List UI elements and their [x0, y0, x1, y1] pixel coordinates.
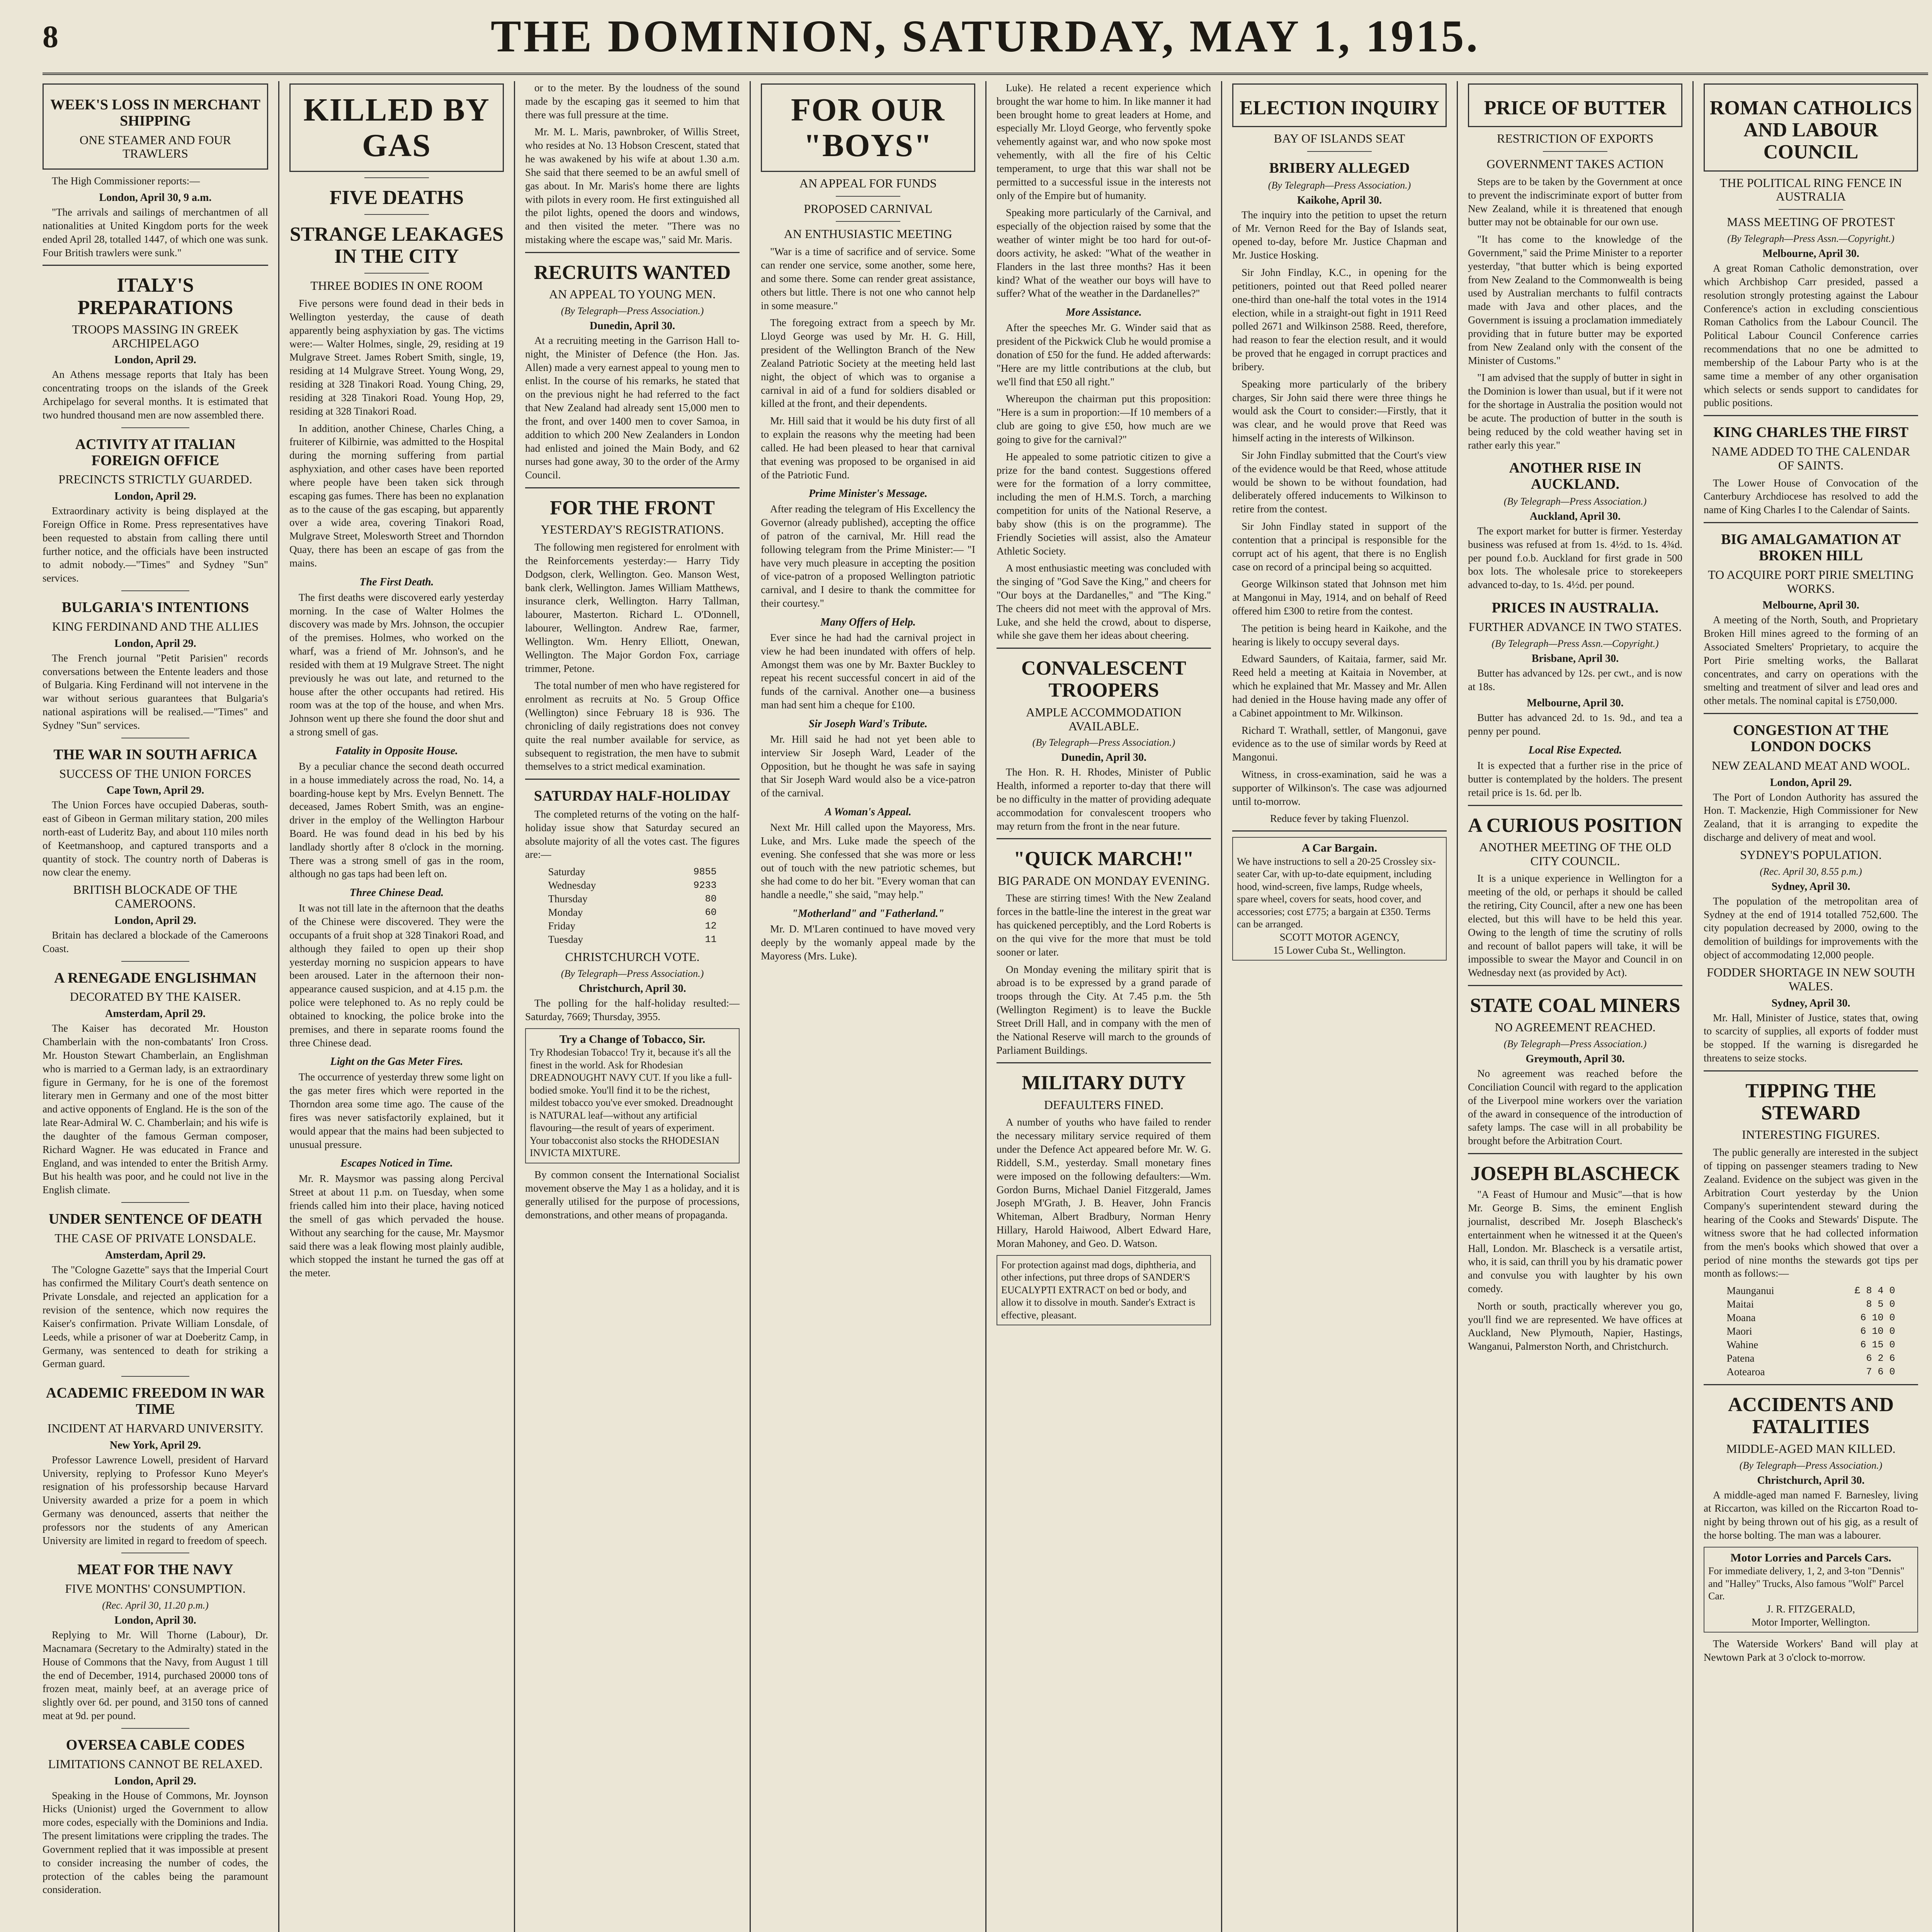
- subheadline: LIMITATIONS CANNOT BE RELAXED.: [48, 1757, 263, 1771]
- table-row: [1725, 1352, 1897, 1365]
- ad-text: Try Rhodesian Tobacco! Try it, because it's all the finest in the world. Ask for Rhodesian DREADNOUGHT NAVY CUT. If you like a full-bodied smoke. You'll find it to be the richest, mildest tobacco you've ever smoked. Dreadnought is NATURAL leaf—without any artificial flavouring—the result of years of experiment. Your tobacconist also stocks the RHODESIAN INVICTA MIXTURE.: [530, 1047, 733, 1159]
- rule: [121, 1728, 189, 1729]
- rule: [364, 177, 429, 178]
- ad-title: Try a Change of Tobacco, Sir.: [559, 1032, 706, 1046]
- article-text: North or south, practically wherever you go, you'll find we are represented. We have offices at Auckland, New Plymouth, Napier, Hastings, Wanganui, Palmerston North, and Christchurch.: [1468, 1300, 1682, 1352]
- article-text: "A Feast of Humour and Music"—that is how Mr. George B. Sims, the eminent English journalist, described Mr. Joseph Blascheck's entertainment when he witnessed it at the Queen's Hall, London. Mr. Blascheck is a versatile artist, who, it is said, can thrill you by his dramatic power and convulse you with laughter by his own comedy.: [1468, 1189, 1682, 1294]
- subheadline: ONE STEAMER AND FOUR TRAWLERS: [79, 133, 231, 161]
- article-text: He appealed to some patriotic citizen to give a prize for the band contest. Suggestions offered were for the formation of a lorry committee, including the men of H.M.S. Torch, a marching competition for units of the National Reserve, a baby show (this is on the programme). The Friendly Societies will assist, also the Amateur Athletic Society.: [997, 451, 1211, 557]
- subheadline: FIVE DEATHS: [329, 186, 464, 209]
- table-cell: Saturday: [548, 866, 585, 878]
- article-text: Luke). He related a recent experience which brought the war home to him. In like manner it had been brought home to great leaders at Home, and especially Mr. Lloyd George, who fervently spoke vehemently against war, and who now spoke most vehemently, with all the fire of his Celtic temperament, to urge that this war shall not be permitted to a successful issue in the interests not only of the Empire but of humanity.: [997, 82, 1211, 201]
- subheadline: AN APPEAL TO YOUNG MEN.: [549, 287, 716, 301]
- article-text: The completed returns of the voting on the half-holiday issue show that Saturday secured an absolute majority of all the votes cast. The figures are:—: [525, 808, 740, 861]
- article-text: Mr. R. Maysmor was passing along Percival Street at about 11 p.m. on Tuesday, when some friends called him into their place, having noticed the smell of gas which pervaded the house. Without any searching for the cause, Mr. Maysmor said there was a leak flowing most plainly audible, which stopped the instant he turned the gas off at the meter.: [289, 1173, 504, 1279]
- cable-credit: (By Telegraph—Press Association.): [561, 968, 704, 980]
- article-text: The polling for the half-holiday resulted:—Saturday, 7669; Thursday, 3955.: [525, 997, 740, 1022]
- subheadline: FIVE MONTHS' CONSUMPTION.: [65, 1582, 246, 1596]
- subheadline: TROOPS MASSING IN GREEK ARCHIPELAGO: [72, 322, 239, 350]
- dateline: Amsterdam, April 29.: [105, 1008, 206, 1020]
- dateline: Dunedin, April 30.: [1061, 752, 1146, 764]
- article-text: The population of the metropolitan area of Sydney at the end of 1914 totalled 752,600. The city population decreased by 2000, owing to the demolition of buildings for improvements with the object of accommodating 12,000 people.: [1704, 895, 1918, 961]
- subheadline: MIDDLE-AGED MAN KILLED.: [1726, 1441, 1896, 1456]
- table-row: [1725, 1284, 1897, 1298]
- article-text: A most enthusiastic meeting was concluded with the singing of "God Save the King," and cheers for "Our boys at the Dardanelles," and "The King." The cheers did not meet with the approval of Mrs. Luke, and she held the crowd, about to disperse, while she gave them her ideas about cheering.: [997, 562, 1211, 641]
- dateline: Melbourne, April 30.: [1762, 599, 1859, 612]
- article-text: An Athens message reports that Italy has been concentrating troops on the islands of the Greek Archipelago for several months. It is estimated that two hundred thousand men are now assembled there.: [43, 369, 268, 421]
- eucalypti-advertisement: [997, 1255, 1211, 1326]
- rule: [836, 221, 900, 222]
- dateline: Auckland, April 30.: [1530, 510, 1621, 522]
- rule: [364, 273, 429, 274]
- rule: [121, 1376, 189, 1377]
- column-rule: [997, 1062, 1211, 1063]
- subheadline: SYDNEY'S POPULATION.: [1740, 847, 1882, 862]
- headline-box: [1704, 83, 1918, 172]
- subheadline: NO AGREEMENT REACHED.: [1495, 1020, 1656, 1034]
- article-text: Whereupon the chairman put this proposition: "Here is a sum in proportion:—If 10 members of a club are going to give £50, how much are we going to give for the carnival?": [997, 393, 1211, 445]
- dateline: London, April 30, 9 a.m.: [99, 192, 212, 204]
- ad-firm: J. R. FITZGERALD,: [1767, 1603, 1855, 1615]
- article-text: "It has come to the knowledge of the Government," said the Prime Minister to a reporter yesterday, "that butter which is being exported from New Zealand to the Commonwealth is being used by Australian merchants to fulfil contracts made with Java and other places, and the Government is issuing a proclamation immediately providing that in future butter may be exported from New Zealand only with the consent of the Minister of Customs.": [1468, 233, 1682, 366]
- article-text: Mr. M. L. Maris, pawnbroker, of Willis Street, who resides at No. 13 Hobson Crescent, stated that he was awakened by his wife at about 1.30 a.m. She said that there seemed to be an awful smell of gas about. In Mr. Maris's home there are lights with pilots in every room. He first extinguished all the pilot lights, opened the doors and windows, and then visited the meter. "There was no mistaking where the escape was," said Mr. Maris.: [525, 126, 740, 246]
- article-text: Butter has advanced by 12s. per cwt., and is now at 18s.: [1468, 667, 1682, 692]
- subheadline: STRANGE LEAKAGES IN THE CITY: [289, 223, 504, 268]
- subheadline: RESTRICTION OF EXPORTS: [1497, 131, 1654, 146]
- subheadline: PROPOSED CARNIVAL: [804, 201, 932, 216]
- table-cell: Moana: [1726, 1312, 1756, 1324]
- article-text: It is a unique experience in Wellington for a meeting of the old, or perhaps it should be called the retiring, City Council, after a new one has been elected, but this will have to be held this year. Owing to the length of time the scrutiny of rolls and recount of ballot papers will take, it will be impossible to swear the Mayor and Council in on Wednesday next (as provided by Act).: [1468, 872, 1682, 979]
- article-text: The Waterside Workers' Band will play at Newtown Park at 3 o'clock to-morrow.: [1704, 1638, 1918, 1663]
- article-text: The Lower House of Convocation of the Canterbury Archdiocese has resolved to add the name of King Charles I to the Calendar of Saints.: [1704, 477, 1918, 516]
- column-rule: [1704, 1384, 1918, 1385]
- rule: [121, 1202, 189, 1203]
- headline: FOR OUR "BOYS": [791, 92, 945, 164]
- article-text: Extraordinary activity is being displayed at the Foreign Office in Rome. Press representatives have been requested to abstain from calling there until further notice, and the officials have been instructed to admit nobody.—"Times" and Sydney "Sun" services.: [43, 505, 268, 584]
- dateline: London, April 30.: [114, 1614, 196, 1627]
- headline: ACCIDENTS AND FATALITIES: [1728, 1394, 1894, 1438]
- dateline: London, April 29.: [114, 914, 196, 927]
- headline: ELECTION INQUIRY: [1240, 97, 1439, 119]
- article-text: The High Commissioner reports:—: [52, 175, 200, 187]
- table-row: [547, 933, 718, 946]
- table-row: [547, 879, 718, 892]
- headline-box: [289, 83, 504, 172]
- table-cell: 80: [705, 893, 717, 905]
- table-cell: 9855: [693, 866, 717, 878]
- car-bargain-advertisement: [1232, 837, 1447, 961]
- article-text: After the speeches Mr. G. Winder said that as president of the Pickwick Club he would promise a donation of £50 for the fund. He added afterwards: "Here are my little contributions at the club, but we'll find that £50 all right.": [997, 322, 1211, 388]
- article-text: George Wilkinson stated that Johnson met him at Mangonui in May, 1914, and on behalf of Reed offered him £300 to retire from the contest.: [1232, 578, 1447, 617]
- article-text: "I am advised that the supply of butter in sight in the Dominion is lower than usual, but if it were not for the shortage in Australia the position would not be acute. The production of butter in the south is being reduced by the cold weather having set in rather early this year.": [1468, 372, 1682, 451]
- table-cell: 6 10 0: [1860, 1312, 1895, 1324]
- article-text: The occurrence of yesterday threw some light on the gas meter fires which were reported in the Thorndon area some time ago. The cause of the fires was never satisfactorily explained, but it would appear that the mains had been subjected to unusual pressure.: [289, 1071, 504, 1150]
- headline: JOSEPH BLASCHECK: [1470, 1163, 1680, 1185]
- masthead: [43, 7, 1928, 75]
- subheadline: INCIDENT AT HARVARD UNIVERSITY.: [47, 1421, 264, 1435]
- article-text: A middle-aged man named F. Barnesley, living at Riccarton, was killed on the Riccarton Road to-night by being thrown out of his gig, as a result of the horse bolting. The man was a labourer.: [1704, 1489, 1918, 1541]
- column-rule: [525, 779, 740, 780]
- cable-credit: (By Telegraph—Press Association.): [1268, 179, 1411, 191]
- article-text: The petition is being heard in Kaikohe, and the hearing is likely to occupy several days.: [1232, 622, 1447, 648]
- vote-figures-table: [547, 865, 718, 946]
- article-text: Mr. Hill said that it would be his duty first of all to explain the reasons why the meeting had been called. He had been pleased to hear that carnival that evening was proposed to be organised in aid of the Patriotic Fund.: [761, 415, 975, 481]
- headline: BIG AMALGAMATION AT BROKEN HILL: [1721, 531, 1901, 564]
- cable-credit: (Rec. April 30, 8.55 p.m.): [1760, 866, 1862, 877]
- subheadline: FODDER SHORTAGE IN NEW SOUTH WALES.: [1707, 965, 1915, 993]
- dateline: Sydney, April 30.: [1771, 997, 1850, 1009]
- headline: ROMAN CATHOLICS AND LABOUR COUNCIL: [1709, 97, 1912, 163]
- article-text: Next Mr. Hill called upon the Mayoress, Mrs. Luke, and Mrs. Luke made the speech of the evening. She confessed that she was more or less out of touch with the new patriotic schemes, but she had come to do her bit. "Every woman that can handle a needle," she said, "may help.": [761, 821, 975, 901]
- article-text: The Port of London Authority has assured the Hon. T. Mackenzie, High Commissioner for New Zealand, that it is arranging to expedite the discharge and delivery of meat and wool.: [1704, 791, 1918, 844]
- article-text: The following men registered for enrolment with the Reinforcements yesterday:— Harry Tidy Dodgson, clerk, Wellington. Geo. Manson West, bank clerk, Wellington. James William Matthews, insurance clerk, Wellington. Harry Tallman, labourer, Masterton. Richard L. O'Donnell, labourer, Wellington. Andrew Rae, farmer, Wellington. Wm. Henry Elliott, Onewan, Wellington. The Major Gordon Fox, carriage trimmer, Petone.: [525, 541, 740, 674]
- dateline: London, April 29.: [1770, 776, 1852, 789]
- section-subhead: Many Offers of Help.: [820, 616, 916, 628]
- column-8: [1692, 81, 1928, 1932]
- subheadline: AN ENTHUSIASTIC MEETING: [784, 227, 952, 241]
- cable-credit: (By Telegraph—Press Assn.—Copyright.): [1727, 233, 1895, 245]
- headline: PRICE OF BUTTER: [1484, 97, 1667, 119]
- headline: CONGESTION AT THE LONDON DOCKS: [1733, 722, 1889, 755]
- table-cell: Monday: [548, 906, 583, 918]
- column-rule: [525, 252, 740, 253]
- article-text: It is expected that a further rise in the price of butter is contemplated by the holders. The present retail price is 1s. 6d. per lb.: [1468, 760, 1682, 798]
- subheadline: NEW ZEALAND MEAT AND WOOL.: [1712, 758, 1910, 772]
- rule: [121, 961, 189, 962]
- headline: BULGARIA'S INTENTIONS: [61, 599, 249, 616]
- subheadline: INTERESTING FIGURES.: [1742, 1128, 1880, 1142]
- section-subhead: Local Rise Expected.: [1528, 744, 1622, 757]
- cable-credit: (By Telegraph—Press Association.): [1503, 1038, 1647, 1050]
- headline: FOR THE FRONT: [550, 497, 715, 519]
- page-number: 8: [43, 19, 58, 54]
- column-3: [514, 81, 750, 1932]
- article-text: Ever since he had had the carnival project in view he had been inundated with offers of help. Amongst them was one by Mr. Baxter Buckley to repeat his recent successful concert in aid of the funds of the carnival. Another one—a business man had sent him a cheque for £100.: [761, 631, 975, 711]
- dateline: London, April 29.: [114, 637, 196, 650]
- subheadline: DEFAULTERS FINED.: [1044, 1097, 1164, 1112]
- headline-box: [1232, 83, 1447, 127]
- article-text: Mr. Hill said he had not yet been able to interview Sir Joseph Ward, Leader of the Opposition, but he thought he was safe in saying that Sir Joseph Ward would also be a vice-patron of the carnival.: [761, 733, 975, 799]
- article-text: The inquiry into the petition to upset the return of Mr. Vernon Reed for the Bay of Islands seat, opened to-day, before Mr. Justice Chapman and Mr. Justice Hosking.: [1232, 209, 1447, 261]
- table-cell: Friday: [548, 920, 575, 932]
- article-text: Sir John Findlay submitted that the Court's view of the evidence would be that Reed, whose attitude would be shown to be without foundation, had deliberately offered inducements to Wilkinson to retire from the contest.: [1232, 449, 1447, 515]
- article-text: The French journal "Petit Parisien" records conversations between the Entente leaders and those of Bulgaria. King Ferdinand will not intervene in the war without serious guarantees that Bulgaria's national aspirations will be realised.—"Times" and Sydney "Sun" services.: [43, 652, 268, 731]
- fluenzol-notice: Reduce fever by taking Fluenzol.: [1270, 812, 1409, 824]
- article-text: Professor Lawrence Lowell, president of Harvard University, replying to Professor Kuno Meyer's resignation of his professorship because Harvard University awarded a prize for a poem in which Germany was denounced, asserts that neither the professors nor the students of any American University are limited in regard to freedom of speech.: [43, 1454, 268, 1546]
- article-text: These are stirring times! With the New Zealand forces in the battle-line the interest in the great war has quickened perceptibly, and the Lord Roberts is on the qui vive for the more that must be told sooner or later.: [997, 892, 1211, 958]
- section-subhead: A Woman's Appeal.: [825, 806, 912, 818]
- article-text: Mr. D. M'Laren continued to have moved very deeply by the womanly appeal made by the Mayoress (Mrs. Luke).: [761, 923, 975, 962]
- headline: SATURDAY HALF-HOLIDAY: [534, 788, 731, 804]
- article-text: The Kaiser has decorated Mr. Houston Chamberlain with the non-combatants' Iron Cross. Mr. Houston Stewart Chamberlain, an Englishman who is married to a German lady, is an extraordinary figure in Germany, for he is one of the foremost literary men in Germany and one of the most bitter and active opponents of England. He is the son of the late Rear-Admiral W. C. Chamberlain; and his wife is the daughter of the famous German composer, Richard Wagner. He was educated in France and England, and was intended to enter the British Army. But his health was poor, and he could not live in the English climate.: [43, 1022, 268, 1196]
- column-2: [278, 81, 514, 1932]
- headline: KILLED BY GAS: [303, 92, 490, 164]
- headline: ACTIVITY AT ITALIAN FOREIGN OFFICE: [75, 436, 236, 469]
- headline: ACADEMIC FREEDOM IN WAR TIME: [46, 1385, 265, 1418]
- table-row: [1725, 1365, 1897, 1379]
- table-cell: £ 8 4 0: [1854, 1285, 1895, 1297]
- column-rule: [1704, 522, 1918, 523]
- subheadline: FURTHER ADVANCE IN TWO STATES.: [1468, 619, 1682, 634]
- subheadline: YESTERDAY'S REGISTRATIONS.: [541, 522, 724, 537]
- ad-title: Motor Lorries and Parcels Cars.: [1730, 1551, 1891, 1564]
- table-cell: 6 10 0: [1860, 1326, 1895, 1337]
- article-text: The "Cologne Gazette" says that the Imperial Court has confirmed the Military Court's death sentence on Private Lonsdale, and rejected an application for a revision of the sentence, which now requires the Kaiser's confirmation. Private William Lonsdale, of Leeds, while a prisoner of war at Doeberitz Camp, in Germany, was sentenced to death for striking a German guard.: [43, 1264, 268, 1370]
- rule: [1307, 151, 1372, 152]
- table-cell: 12: [705, 920, 717, 932]
- headline: ANOTHER RISE IN AUCKLAND.: [1509, 460, 1641, 493]
- subheadline: BRIBERY ALLEGED: [1269, 160, 1410, 177]
- tobacco-advertisement: [525, 1028, 740, 1163]
- subheadline: PRECINCTS STRICTLY GUARDED.: [58, 472, 252, 486]
- table-row: [1725, 1338, 1897, 1352]
- column-rule: [997, 838, 1211, 839]
- headline: "QUICK MARCH!": [1014, 848, 1194, 870]
- cable-credit: (By Telegraph—Press Association.): [1032, 737, 1175, 748]
- article-text: or to the meter. By the loudness of the sound made by the escaping gas it seemed to him that there was full pressure at the time.: [525, 82, 740, 121]
- subheadline: BRITISH BLOCKADE OF THE CAMEROONS.: [73, 883, 238, 911]
- cable-credit: (By Telegraph—Press Association.): [1503, 496, 1647, 507]
- column-rule: [525, 487, 740, 488]
- headline-box: [43, 83, 268, 170]
- dateline: Dunedin, April 30.: [590, 320, 675, 332]
- table-cell: 9233: [693, 880, 717, 891]
- column-rule: [1704, 1070, 1918, 1071]
- table-cell: Maunganui: [1726, 1285, 1774, 1297]
- subheadline: THREE BODIES IN ONE ROOM: [310, 279, 483, 293]
- subheadline: BIG PARADE ON MONDAY EVENING.: [998, 873, 1210, 888]
- headline: CONVALESCENT TROOPERS: [1021, 657, 1186, 702]
- ad-firm: SCOTT MOTOR AGENCY,: [1279, 931, 1400, 943]
- dateline: London, April 29.: [114, 490, 196, 503]
- ad-address: 15 Lower Cuba St., Wellington.: [1273, 944, 1406, 956]
- article-text: On Monday evening the military spirit that is abroad is to be expressed by a grand parade of troops through the City. At 7.45 p.m. the 5th (Wellington Regiment) is to leave the Buckle Street Drill Hall, and in company with the men of the National Reserve will march to the grounds of Parliament Buildings.: [997, 963, 1211, 1056]
- subheadline: THE CASE OF PRIVATE LONSDALE.: [54, 1231, 256, 1245]
- table-cell: Thursday: [548, 893, 588, 905]
- column-rule: [1468, 805, 1682, 806]
- column-rule: [997, 648, 1211, 649]
- article-text: "The arrivals and sailings of merchantmen of all nationalities at United Kingdom ports for the week ended April 28, totalled 1447, of which one was sunk. Four British trawlers were sunk.": [43, 206, 268, 259]
- article-text: Speaking more particularly of the Carnival, and especially of the objection raised by some that the weather of winter might be too hard for out-of-doors activity, he asked: "What of the weather in Flanders in the last three months? Has it been kind? What of the weather our boys will have to suffer? What of the weather in the Dardanelles?": [997, 207, 1211, 299]
- article-text: No agreement was reached before the Conciliation Council with regard to the application of the Liverpool mine workers over the variation of the award in consequence of the introduction of safety lamps. The case will in all probability be brought before the Arbitration Court.: [1468, 1068, 1682, 1147]
- subheadline: AN APPEAL FOR FUNDS: [799, 176, 937, 190]
- headline: THE WAR IN SOUTH AFRICA: [53, 746, 257, 763]
- headline: OVERSEA CABLE CODES: [66, 1736, 245, 1753]
- table-cell: 60: [705, 907, 717, 918]
- article-text: The first deaths were discovered early yesterday morning. In the case of Walter Holmes the discovery was made by Mrs. Johnson, the occupier of the premises. Holmes, who worked on the wharf, was a friend of Mr. Johnson's, and he resided with them at 19 Mulgrave Street. The night previously he was out late, and returned to the house after the other occupants had retired. His room was at the top of the house, and when Mrs. Johnson went up there she found the door shut and a strong smell of gas.: [289, 591, 504, 738]
- headline: RECRUITS WANTED: [534, 261, 731, 284]
- article-text: A great Roman Catholic demonstration, over which Archbishop Carr presided, passed a resolution strongly protesting against the Labour Conference's action in excluding conscientious Roman Catholics from the Labour Council. The Political Labour Council Conference carries recommendations that no one be admitted to membership of the Labour Party who is at the same time a member of any other organisation which selects or sends support to candidates for public positions.: [1704, 262, 1918, 409]
- dateline: Sydney, April 30.: [1771, 880, 1850, 893]
- motor-lorries-advertisement: [1704, 1547, 1918, 1633]
- section-subhead: The First Death.: [359, 576, 434, 588]
- table-cell: 6 2 6: [1866, 1353, 1895, 1364]
- table-row: [1725, 1298, 1897, 1311]
- dateline: Kaikohe, April 30.: [1297, 194, 1382, 206]
- subheadline: BAY OF ISLANDS SEAT: [1274, 131, 1405, 146]
- headline: A RENEGADE ENGLISHMAN: [54, 969, 257, 986]
- table-row: [547, 919, 718, 933]
- subheadline: SUCCESS OF THE UNION FORCES: [59, 766, 252, 781]
- table-cell: Tuesday: [548, 934, 583, 946]
- ad-subtitle: Motor Importer, Wellington.: [1752, 1616, 1870, 1628]
- rule: [121, 427, 189, 428]
- table-cell: Aotearoa: [1726, 1366, 1765, 1378]
- section-subhead: "Motherland" and "Fatherland.": [792, 908, 944, 920]
- table-cell: Maitai: [1726, 1298, 1754, 1310]
- dateline: Christchurch, April 30.: [578, 983, 686, 995]
- article-text: The foregoing extract from a speech by Mr. Lloyd George was used by Mr. H. G. Hill, president of the Wellington Branch of the New Zealand Patriotic Society at the meeting held last night, the object of which was to organise a carnival in aid of a fund for soldiers disabled or killed at the front, and their dependents.: [761, 317, 975, 410]
- cable-credit: (By Telegraph—Press Association.): [561, 305, 704, 316]
- table-cell: 11: [705, 934, 717, 946]
- headline: ITALY'S PREPARATIONS: [77, 274, 233, 319]
- subheadline: ANOTHER MEETING OF THE OLD CITY COUNCIL.: [1479, 840, 1672, 868]
- headline: KING CHARLES THE FIRST: [1713, 424, 1909, 441]
- headline: PRICES IN AUSTRALIA.: [1492, 600, 1659, 616]
- article-text: Britain has declared a blockade of the Cameroons Coast.: [43, 929, 268, 954]
- article-text: At a recruiting meeting in the Garrison Hall to-night, the Minister of Defence (the Hon. Jas. Allen) made a very earnest appeal to young men to enlist. In the course of his remarks, he stated that on the previous night he had referred to the fact that New Zealand had already sent 15,000 men to the front, and over 1400 men to cover Samoa, in addition to which 200 New Zealanders in London had enlisted and joined the Main Body, and 62 nurses had gone away, 30 to the order of the Army Council.: [525, 334, 740, 481]
- subheadline: THE POLITICAL RING FENCE IN AUSTRALIA: [1719, 175, 1902, 204]
- headline: TIPPING THE STEWARD: [1745, 1080, 1876, 1124]
- headline: MILITARY DUTY: [1022, 1072, 1186, 1094]
- cable-credit: (Rec. April 30, 11.20 p.m.): [102, 1600, 209, 1611]
- section-subhead: Prime Minister's Message.: [808, 488, 928, 500]
- article-text: After reading the telegram of His Excellency the Governor (already published), accepting the office of patron of the carnival, Mr. Hill read the following telegram from the Prime Minister:— "I have very much pleasure in accepting the position of vice-patron of a proposed Wellington patriotic carnival, and I desire to thank the committee for their courtesy.": [761, 503, 975, 609]
- rule: [836, 196, 900, 197]
- article-text: By common consent the International Socialist movement observe the May 1 as a holiday, and it is generally utilised for the purpose of processions, demonstrations, and other means of propaganda.: [525, 1168, 740, 1221]
- table-cell: Wahine: [1726, 1339, 1759, 1351]
- article-text: The Hon. R. H. Rhodes, Minister of Public Health, informed a reporter to-day that there will be no difficulty in the matter of providing adequate accommodation for convalescent troopers who may return from the front in the near future.: [997, 766, 1211, 832]
- subheadline: MASS MEETING OF PROTEST: [1727, 215, 1895, 229]
- table-cell: Patena: [1726, 1352, 1755, 1364]
- article-text: Five persons were found dead in their beds in Wellington yesterday, the cause of death apparently being asphyxiation by gas. The victims were:— Walter Holmes, single, 29, residing at 19 Mulgrave Street. James Robert Smith, single, 19, residing at 14 Mulgrave Street. Young Wong, 29, residing at 328 Tinakori Road. Young Ching, 29, residing at 328 Tinakori Road. Young Hop, 29, residing at 328 Tinakori Road.: [289, 298, 504, 417]
- dateline: Greymouth, April 30.: [1526, 1053, 1625, 1065]
- ad-title: A Car Bargain.: [1301, 842, 1378, 855]
- article-text: In addition, another Chinese, Charles Ching, a fruiterer of Kilbirnie, was admitted to the Hospital during the morning suffering from partial asphyxiation, and other cases have been reported where people have been taken sick through escaping gas fumes. There has been no explanation as to the cause of the gas escaping, but apparently over a wide area, covering Tinakori Road, Mulgrave Street, Molesworth Street and Thorndon Quay, there has been an escape of gas from the mains.: [289, 422, 504, 569]
- table-cell: 6 15 0: [1860, 1339, 1895, 1351]
- article-text: A number of youths who have failed to render the necessary military service required of them under the Defence Act appeared before Mr. W. G. Riddell, S.M., yesterday. Small monetary fines were imposed on the following defaulters:—Wm. Gordon Burns, Michael Daniel Fitzgerald, James Joseph M'Grath, J. B. Heaver, John Francis Whiteman, Albert Bradbury, Norman Henry Hillary, Harold Haiwood, Albert Edward Hare, Moran Mahoney, and Geo. D. Watson.: [997, 1116, 1211, 1249]
- article-text: Steps are to be taken by the Government at once to prevent the indiscriminate export of butter from New Zealand, while it is threatened that enough butter may not be obtainable for our own use.: [1468, 175, 1682, 228]
- column-rule: [1704, 415, 1918, 416]
- subheadline: AMPLE ACCOMMODATION AVAILABLE.: [1026, 705, 1182, 733]
- dateline: Amsterdam, April 29.: [105, 1249, 206, 1261]
- dateline: Melbourne, April 30.: [1527, 697, 1624, 709]
- subheadline: CHRISTCHURCH VOTE.: [565, 950, 700, 964]
- headline: A CURIOUS POSITION: [1468, 814, 1682, 837]
- article-text: Butter has advanced 2d. to 1s. 9d., and tea a penny per pound.: [1468, 712, 1682, 737]
- table-row: [547, 906, 718, 919]
- column-4: [750, 81, 985, 1932]
- tips-table: [1725, 1284, 1897, 1379]
- column-rule: [1704, 713, 1918, 714]
- section-subhead: Sir Joseph Ward's Tribute.: [808, 718, 928, 730]
- article-text: Sir John Findlay, K.C., in opening for the petitioners, pointed out that Reed polled nearer one-third than one-half the total votes in the 1914 election, while in a straight-out fight in 1911 Reed polled 2671 and Wilkinson 2588. Reed, therefore, had reason to fear the election result, and it would be proved that he engaged in corrupt practices and bribery.: [1232, 267, 1447, 372]
- article-text: "War is a time of sacrifice and of service. Some can render one service, some another, some here, and some there. Some can render great assistance, others but little. There is not one who cannot help in some measure.": [761, 246, 975, 311]
- headline-box: [761, 83, 975, 172]
- article-text: A meeting of the North, South, and Proprietary Broken Hill mines agreed to the forming of an Associated Smelters' Proprietary, to acquire the Port Pirie smelting works, the Ballarat concentrates, and carry on operations with the smelting and treatment of silver and lead ores and other metals. The nominal capital is £750,000.: [1704, 614, 1918, 707]
- rule: [121, 590, 189, 591]
- column-rule: [1468, 985, 1682, 986]
- table-cell: Maori: [1726, 1325, 1752, 1337]
- dateline: Cape Town, April 29.: [106, 784, 204, 797]
- article-text: By a peculiar chance the second death occurred in a house immediately across the road, No. 14, a boarding-house kept by Mrs. Evelyn Bennett. The deceased, James Robert Smith, was an engine-driver in the employ of the Wellington Harbour Board. He was found dead in his bed by his landlady shortly after 8 o'clock in the morning. There was a strong smell of gas in the room, although no gas taps had been left on.: [289, 760, 504, 880]
- section-subhead: Escapes Noticed in Time.: [340, 1157, 453, 1170]
- rule: [1779, 209, 1843, 210]
- section-subhead: More Assistance.: [1066, 306, 1142, 319]
- headline: UNDER SENTENCE OF DEATH: [48, 1211, 262, 1228]
- table-row: [547, 892, 718, 906]
- dateline: London, April 29.: [114, 1775, 196, 1787]
- article-text: Sir John Findlay stated in support of the contention that a principal is responsible for the corrupt act of his agent, that there is no English case on record of a principal being so acquitted.: [1232, 520, 1447, 573]
- column-1: [43, 81, 278, 1932]
- table-row: [1725, 1311, 1897, 1325]
- dateline: London, April 29.: [114, 354, 196, 366]
- article-text: Richard T. Wrathall, settler, of Mangonui, gave evidence as to the use of similar words by Reed at Mangonui.: [1232, 724, 1447, 763]
- dateline: Melbourne, April 30.: [1762, 248, 1859, 260]
- section-subhead: Fatality in Opposite House.: [335, 745, 458, 757]
- article-text: Mr. Hall, Minister of Justice, states that, owing to scarcity of supplies, all exports of fodder must be stopped. If the warning is disregarded he threatens to seize stocks.: [1704, 1012, 1918, 1064]
- ad-text: For immediate delivery, 1, 2, and 3-ton "Dennis" and "Halley" Trucks, Also famous "Wolf" Parcel Car.: [1708, 1565, 1905, 1602]
- column-rule: [43, 265, 268, 266]
- section-subhead: Light on the Gas Meter Fires.: [330, 1056, 463, 1068]
- headline: MEAT FOR THE NAVY: [77, 1561, 233, 1578]
- article-text: Speaking more particularly of the bribery charges, Sir John said there were three things he would ask the Court to consider:—Firstly, that it was clear, and he would prove that Reed was himself acting in the interests of Wilkinson.: [1232, 378, 1447, 444]
- subheadline: KING FERDINAND AND THE ALLIES: [52, 619, 259, 633]
- article-text: The total number of men who have registered for enrolment as recruits at No. 5 Group Office (Wellington) since February 18 is 936. The chronicling of daily registrations does not convey quite the real number available for service, as subsequent to registration, the men have to submit themselves to a strict medical examination.: [525, 680, 740, 772]
- article-text: Speaking in the House of Commons, Mr. Joynson Hicks (Unionist) urged the Government to allow more codes, especially with the Dominions and India. The present limitations were crippling the trades. The Government replied that it was impossible at present to consider increasing the number of codes, the protection of the cables being the paramount consideration.: [43, 1789, 268, 1896]
- article-text: The Union Forces have occupied Daberas, south-east of Gibeon in German military station, 200 miles north-east of Luderitz Bay, and about 110 miles north of Keetmanshoop, and captured transports and a quantity of stock. The country north of Daberas is now clear the enemy.: [43, 799, 268, 878]
- section-subhead: Three Chinese Dead.: [349, 887, 444, 899]
- headline: WEEK'S LOSS IN MERCHANT SHIPPING: [50, 97, 260, 129]
- columns: [43, 81, 1928, 1932]
- table-cell: Wednesday: [548, 879, 596, 891]
- ad-text: We have instructions to sell a 20-25 Crossley six-seater Car, with up-to-date equipment, including hood, wind-screen, five lamps, Rudge wheels, spare wheel, covers for seats, hood cover, and accessories; cost £775; a bargain at £350. Terms can be arranged.: [1237, 855, 1436, 930]
- subheadline: GOVERNMENT TAKES ACTION: [1486, 157, 1664, 171]
- subheadline: NAME ADDED TO THE CALENDAR OF SAINTS.: [1711, 444, 1910, 472]
- headline-box: [1468, 83, 1682, 127]
- ad-text: For protection against mad dogs, diphtheria, and other infections, put three drops of SANDER'S EUCALYPTI EXTRACT on bed or body, and allow it to dissolve in mouth. Sander's Extract is effective, pleasant.: [1001, 1259, 1196, 1321]
- dateline: Christchurch, April 30.: [1757, 1474, 1865, 1486]
- subheadline: TO ACQUIRE PORT PIRIE SMELTING WORKS.: [1708, 567, 1914, 595]
- article-text: The public generally are interested in the subject of tipping on passenger steamers trading to New Zealand. Evidence on the subject was given in the Arbitration Court yesterday by the Union Company's superintendent steward during the hearing of the Cooks and Stewards' Dispute. The witness swore that he had collected information from the men's books which showed that over a period of nine months the stewards got tips per month as follows:—: [1704, 1146, 1918, 1279]
- table-row: [547, 865, 718, 879]
- column-5: [985, 81, 1221, 1932]
- cable-credit: (By Telegraph—Press Assn.—Copyright.): [1492, 638, 1659, 649]
- article-text: Replying to Mr. Will Thorne (Labour), Dr. Macnamara (Secretary to the Admiralty) stated in the House of Commons that the Navy, from August 1 till the end of December, 1914, purchased 20000 tons of frozen meat, mainly beef, at an average price of slightly over 6d. per pound, and 3150 tons of canned meat at 9d. per pound.: [43, 1629, 268, 1722]
- rule: [1543, 151, 1607, 152]
- dateline: New York, April 29.: [109, 1439, 201, 1451]
- article-text: Witness, in cross-examination, said he was a supporter of Wilkinson's. The case was adjourned until to-morrow.: [1232, 769, 1447, 807]
- article-text: Edward Saunders, of Kaitaia, farmer, said Mr. Reed held a meeting at Kaitaia in November, at which he explained that Mr. Massey and Mr. Allen had denied in the House having made any offer of a Cabinet appointment to Mr. Wilkinson.: [1232, 653, 1447, 719]
- headline: STATE COAL MINERS: [1470, 995, 1680, 1017]
- column-7: [1457, 81, 1692, 1932]
- table-row: [1725, 1325, 1897, 1338]
- article-text: It was not till late in the afternoon that the deaths of the Chinese were discovered. They were the occupants of a fruit shop at 328 Tinakori Road, and although they failed to open up their shop yesterday morning no suspicion appears to have been aroused. Later in the afternoon their non-appearance caused suspicion, and at 4.15 p.m. the police were telephoned to. As no reply could be obtained to knocking, the police broke into the premises, and there in separate rooms found the three Chinese dead.: [289, 902, 504, 1049]
- column-6: [1221, 81, 1457, 1932]
- cable-credit: (By Telegraph—Press Association.): [1739, 1459, 1883, 1471]
- dateline: Brisbane, April 30.: [1531, 652, 1619, 665]
- masthead-title: THE DOMINION, SATURDAY, MAY 1, 1915.: [491, 11, 1480, 61]
- article-text: The export market for butter is firmer. Yesterday business was refused at from 1s. 4½d. to 1s. 4¾d. per pound f.o.b. Auckland for first grade in 500 box lots. The wholesale price to storekeepers advanced to-day, to 1s. 4½d. per pound.: [1468, 525, 1682, 591]
- subheadline: DECORATED BY THE KAISER.: [70, 990, 241, 1004]
- rule: [364, 214, 429, 215]
- column-rule: [1232, 830, 1447, 832]
- table-cell: 7 6 0: [1866, 1366, 1895, 1378]
- table-cell: 8 5 0: [1866, 1299, 1895, 1310]
- column-rule: [1468, 1153, 1682, 1154]
